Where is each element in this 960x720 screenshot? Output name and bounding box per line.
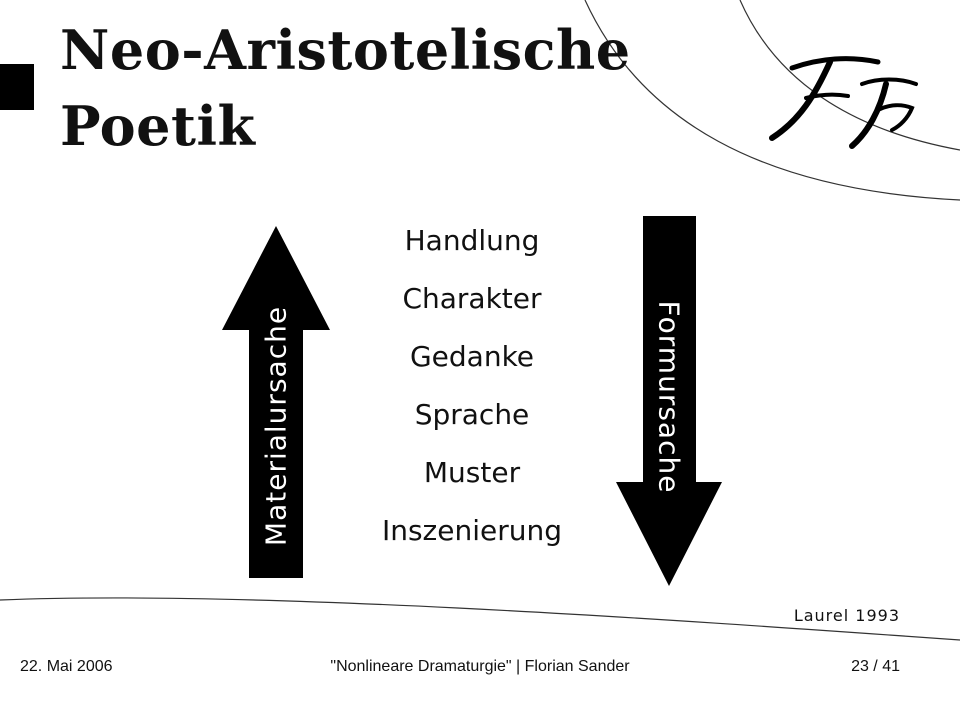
slide-title-line1: Neo-Aristotelische [60, 18, 631, 82]
material-cause-label: Materialursache [259, 305, 293, 547]
layer-gedanke: Gedanke [409, 340, 535, 373]
layer-muster: Muster [423, 456, 521, 489]
title-bullet-square [0, 64, 34, 110]
citation: Laurel 1993 [793, 606, 900, 625]
top-right-curve-outer [585, 0, 960, 200]
layer-handlung: Handlung [404, 224, 540, 257]
footer-title: "Nonlineare Dramaturgie" | Florian Sander [330, 658, 630, 675]
footer-date: 22. Mai 2006 [20, 658, 113, 675]
layer-charakter: Charakter [402, 282, 542, 315]
slide-title-line2: Poetik [60, 94, 256, 158]
layer-sprache: Sprache [414, 398, 530, 431]
layer-inszenierung: Inszenierung [381, 514, 563, 547]
footer-page-number: 23 / 41 [851, 658, 900, 675]
top-right-curve-inner [740, 0, 960, 150]
formal-cause-label: Formursache [652, 300, 686, 494]
